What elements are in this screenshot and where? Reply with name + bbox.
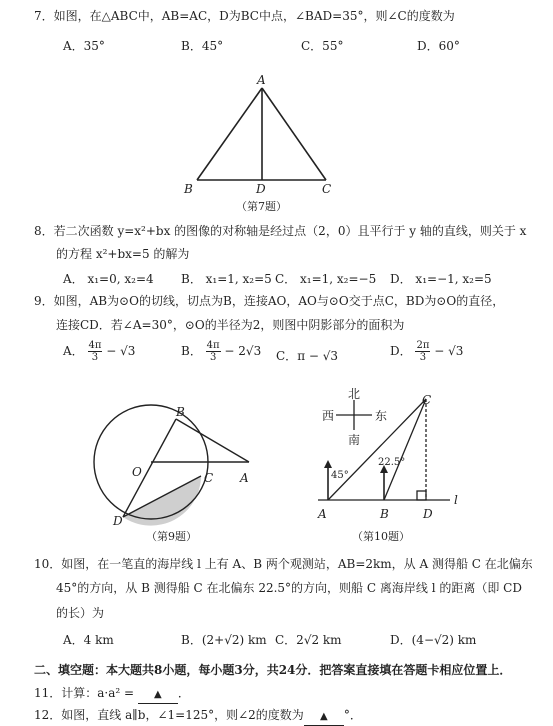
q10-label-d: D <box>423 507 433 521</box>
q9-option-b: B． $\frac{4\pi}{3}$ − 2√3 <box>181 340 262 363</box>
compass-north: 北 <box>348 387 361 401</box>
q12: 12．如图，直线 a∥b，∠1=125°，则∠2的度数为 ▲ °． <box>34 707 362 726</box>
q10-line1: 10．如图，在一笔直的海岸线 l 上有 A、B 两个观测站，AB=2km，从 A 测得船 C 在北偏东 <box>34 557 533 571</box>
q9-option-d-fraction: $\frac{2\pi}{3}$ <box>416 340 430 363</box>
q9-label-c: C <box>204 471 214 485</box>
q9-circle-figure <box>94 405 249 543</box>
compass-east: 东 <box>375 409 388 423</box>
q10-label-b: B <box>380 507 389 521</box>
q10-label-a: A <box>318 507 327 521</box>
q10-label-c: C <box>422 393 432 407</box>
q7-label-c: C <box>322 182 332 196</box>
q8-line2: 的方程 x²+bx=5 的解为 <box>56 247 190 261</box>
q9-option-d: D． $\frac{2\pi}{3}$ − √3 <box>390 340 464 363</box>
q9-option-a-fraction: $\frac{4\pi}{3}$ <box>88 340 102 363</box>
q8-option-d: D． x₁=−1, x₂=5 <box>390 272 492 286</box>
q9-label-a: A <box>240 471 249 485</box>
q9-option-c: C．π − √3 <box>276 349 339 363</box>
q10-line3: 的长）为 <box>56 606 105 620</box>
q8-line1: 8．若二次函数 y=x²+bx 的图像的对称轴是经过点（2，0）且平行于 y 轴的直线，则关于 x <box>34 224 527 238</box>
q9-option-b-fraction: $\frac{4\pi}{3}$ <box>206 340 220 363</box>
section-2-heading: 二、填空题：本大题共8小题，每小题3分，共24分．把答案直接填在答题卡相应位置上． <box>34 663 512 677</box>
q9-line1: 9．如图，AB为⊙O的切线，切点为B，连接AO，AO与⊙O交于点C，BD为⊙O的直径， <box>34 294 505 308</box>
q10-option-b: B．(2+√2) km <box>181 633 267 647</box>
q7-option-d: D．60° <box>417 39 460 53</box>
q9-option-a: A． $\frac{4\pi}{3}$ − √3 <box>63 340 136 363</box>
q10-option-a: A．4 km <box>63 633 114 647</box>
q9-line2: 连接CD．若∠A=30°，⊙O的半径为2，则图中阴影部分的面积为 <box>56 318 405 332</box>
q10-angle-b: 22.5° <box>378 457 406 468</box>
compass-south: 南 <box>348 433 361 447</box>
q10-label-l: l <box>454 493 458 507</box>
q10-option-c: C．2√2 km <box>275 633 342 647</box>
q7-label-d: D <box>256 182 266 196</box>
q9-caption: （第9题） <box>146 530 197 543</box>
q8-option-b: B． x₁=1, x₂=5 <box>181 272 272 286</box>
q10-option-d: D．(4−√2) km <box>390 633 477 647</box>
q11-answer-blank: ▲ <box>138 687 178 704</box>
q8-option-a: A． x₁=0, x₂=4 <box>63 272 154 286</box>
q7-option-c: C．55° <box>301 39 344 53</box>
q8-option-c: C． x₁=1, x₂=−5 <box>275 272 377 286</box>
q9-label-b: B <box>176 405 185 419</box>
q9-label-o: O <box>132 465 142 479</box>
q7-stem: 7．如图，在△ABC中，AB=AC，D为BC中点，∠BAD=35°，则∠C的度数为 <box>34 9 455 23</box>
q10-caption: （第10题） <box>352 530 410 543</box>
q7-label-b: B <box>184 182 193 196</box>
q7-option-a: A．35° <box>63 39 105 53</box>
north-arrow-icon <box>324 460 332 468</box>
q10-angle-a: 45° <box>331 470 349 481</box>
q7-caption: （第7题） <box>236 200 287 213</box>
q10-line2: 45°的方向，从 B 测得船 C 在北偏东 22.5°的方向，则船 C 离海岸线 l 的距离（即 CD <box>56 581 522 595</box>
q10-bearing-figure <box>317 387 458 543</box>
q9-label-d: D <box>113 514 123 528</box>
q7-label-a: A <box>257 73 266 87</box>
compass-west: 西 <box>322 409 335 423</box>
q11: 11．计算：a·a² = ▲ ． <box>34 685 190 704</box>
q12-answer-blank: ▲ <box>304 709 344 726</box>
q7-option-b: B．45° <box>181 39 224 53</box>
